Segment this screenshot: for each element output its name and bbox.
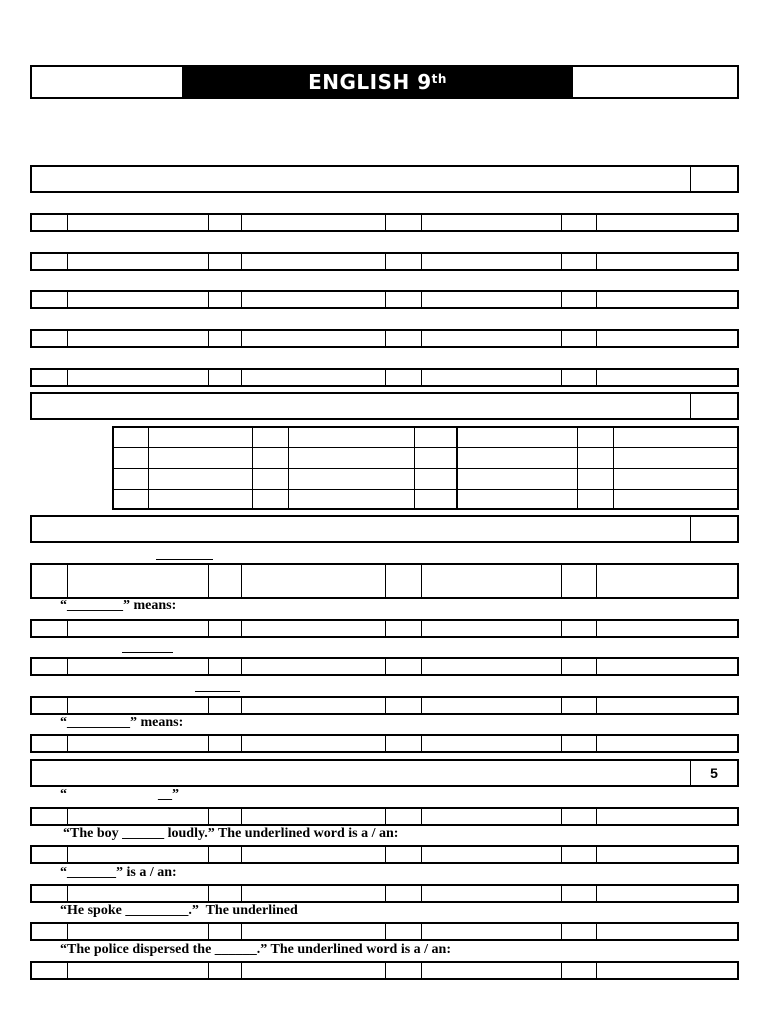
mcq-options-row — [30, 657, 739, 676]
option-divider — [596, 736, 597, 751]
option-divider — [561, 698, 562, 713]
option-divider — [208, 963, 209, 978]
question-text: “ __” — [60, 787, 179, 802]
mcq-options-row — [30, 696, 739, 715]
option-divider — [561, 215, 562, 230]
option-divider — [421, 924, 422, 939]
option-divider — [561, 809, 562, 824]
mcq-options-row — [30, 922, 739, 941]
option-divider — [67, 621, 68, 636]
option-divider — [241, 659, 242, 674]
option-divider — [421, 370, 422, 385]
option-divider — [385, 370, 386, 385]
option-divider — [385, 886, 386, 901]
option-divider — [241, 370, 242, 385]
option-divider — [208, 292, 209, 307]
page-title — [182, 67, 573, 97]
option-divider — [208, 847, 209, 862]
option-divider — [596, 847, 597, 862]
option-divider — [561, 963, 562, 978]
option-divider — [241, 565, 242, 597]
option-divider — [561, 331, 562, 346]
question-text: “_________” means: — [60, 715, 184, 730]
option-divider — [241, 215, 242, 230]
option-divider — [208, 215, 209, 230]
section-3-marks-box — [690, 517, 737, 541]
question-text: “_______” is a / an: — [60, 865, 177, 880]
option-divider — [561, 370, 562, 385]
option-divider — [421, 659, 422, 674]
option-divider — [385, 963, 386, 978]
answer-blank[interactable] — [122, 652, 173, 653]
mcq-options-row — [30, 734, 739, 753]
matching-grid — [112, 426, 739, 510]
option-divider — [208, 331, 209, 346]
option-divider — [67, 809, 68, 824]
option-divider — [208, 886, 209, 901]
option-divider — [241, 963, 242, 978]
section-2-marks-box — [690, 394, 737, 418]
option-divider — [241, 809, 242, 824]
option-divider — [67, 659, 68, 674]
option-divider — [421, 565, 422, 597]
option-divider — [241, 331, 242, 346]
option-divider — [596, 621, 597, 636]
answer-blank[interactable] — [156, 559, 213, 560]
option-divider — [208, 370, 209, 385]
option-divider — [208, 924, 209, 939]
mcq-options-row — [30, 961, 739, 980]
option-divider — [561, 736, 562, 751]
option-divider — [241, 847, 242, 862]
option-divider — [241, 736, 242, 751]
option-divider — [67, 215, 68, 230]
option-divider — [385, 565, 386, 597]
option-divider — [241, 621, 242, 636]
mcq-options-row — [30, 807, 739, 826]
option-divider — [67, 254, 68, 269]
option-divider — [421, 215, 422, 230]
option-divider — [596, 924, 597, 939]
option-divider — [385, 331, 386, 346]
option-divider — [385, 924, 386, 939]
option-divider — [208, 254, 209, 269]
option-divider — [421, 292, 422, 307]
option-divider — [385, 254, 386, 269]
option-divider — [385, 809, 386, 824]
section-4-marks-box: 5 — [690, 761, 737, 785]
option-divider — [208, 809, 209, 824]
option-divider — [596, 659, 597, 674]
option-divider — [67, 886, 68, 901]
option-divider — [561, 847, 562, 862]
option-divider — [208, 659, 209, 674]
option-divider — [385, 847, 386, 862]
option-divider — [208, 565, 209, 597]
mcq-options-row — [30, 563, 739, 599]
option-divider — [596, 809, 597, 824]
option-divider — [596, 698, 597, 713]
option-divider — [208, 698, 209, 713]
mcq-options-row — [30, 252, 739, 271]
page-title-text: ENGLISH 9 — [308, 70, 432, 94]
option-divider — [67, 847, 68, 862]
option-divider — [596, 886, 597, 901]
option-divider — [561, 565, 562, 597]
option-divider — [561, 886, 562, 901]
option-divider — [421, 809, 422, 824]
option-divider — [421, 621, 422, 636]
option-divider — [67, 292, 68, 307]
option-divider — [561, 254, 562, 269]
option-divider — [385, 215, 386, 230]
mcq-options-row — [30, 845, 739, 864]
mcq-options-row — [30, 290, 739, 309]
option-divider — [67, 331, 68, 346]
section-1-bar — [30, 165, 739, 193]
option-divider — [421, 736, 422, 751]
option-divider — [561, 659, 562, 674]
mcq-options-row — [30, 329, 739, 348]
option-divider — [421, 331, 422, 346]
mcq-options-row — [30, 368, 739, 387]
section-1-marks-box — [690, 167, 737, 191]
section-2-bar — [30, 392, 739, 420]
option-divider — [67, 565, 68, 597]
mcq-options-row — [30, 884, 739, 903]
option-divider — [67, 924, 68, 939]
option-divider — [596, 565, 597, 597]
option-divider — [421, 847, 422, 862]
question-text: “He spoke _________.” The underlined — [60, 903, 298, 918]
option-divider — [596, 215, 597, 230]
option-divider — [241, 886, 242, 901]
option-divider — [241, 698, 242, 713]
option-divider — [208, 621, 209, 636]
option-divider — [385, 698, 386, 713]
header-bar — [30, 65, 739, 99]
option-divider — [67, 963, 68, 978]
option-divider — [596, 254, 597, 269]
section-4-bar — [30, 759, 739, 787]
answer-blank[interactable] — [195, 691, 240, 692]
option-divider — [241, 254, 242, 269]
option-divider — [561, 292, 562, 307]
option-divider — [596, 370, 597, 385]
mcq-options-row — [30, 619, 739, 638]
option-divider — [67, 736, 68, 751]
option-divider — [596, 963, 597, 978]
grid-row-divider — [114, 468, 737, 469]
option-divider — [67, 698, 68, 713]
option-divider — [208, 736, 209, 751]
option-divider — [67, 370, 68, 385]
mcq-options-row — [30, 213, 739, 232]
option-divider — [596, 331, 597, 346]
grid-row-divider — [114, 447, 737, 448]
option-divider — [561, 924, 562, 939]
option-divider — [385, 659, 386, 674]
question-text: “________” means: — [60, 598, 177, 613]
option-divider — [421, 963, 422, 978]
option-divider — [385, 736, 386, 751]
option-divider — [421, 886, 422, 901]
option-divider — [385, 292, 386, 307]
question-text: “The boy ______ loudly.” The underlined word is a / an: — [63, 826, 399, 841]
option-divider — [241, 924, 242, 939]
option-divider — [596, 292, 597, 307]
grid-row-divider — [114, 489, 737, 490]
option-divider — [421, 254, 422, 269]
page-title-superscript: th — [431, 72, 447, 86]
section-3-bar — [30, 515, 739, 543]
option-divider — [421, 698, 422, 713]
option-divider — [561, 621, 562, 636]
option-divider — [385, 621, 386, 636]
option-divider — [241, 292, 242, 307]
question-text: “The police dispersed the ______.” The underlined word is a / an: — [60, 942, 452, 957]
